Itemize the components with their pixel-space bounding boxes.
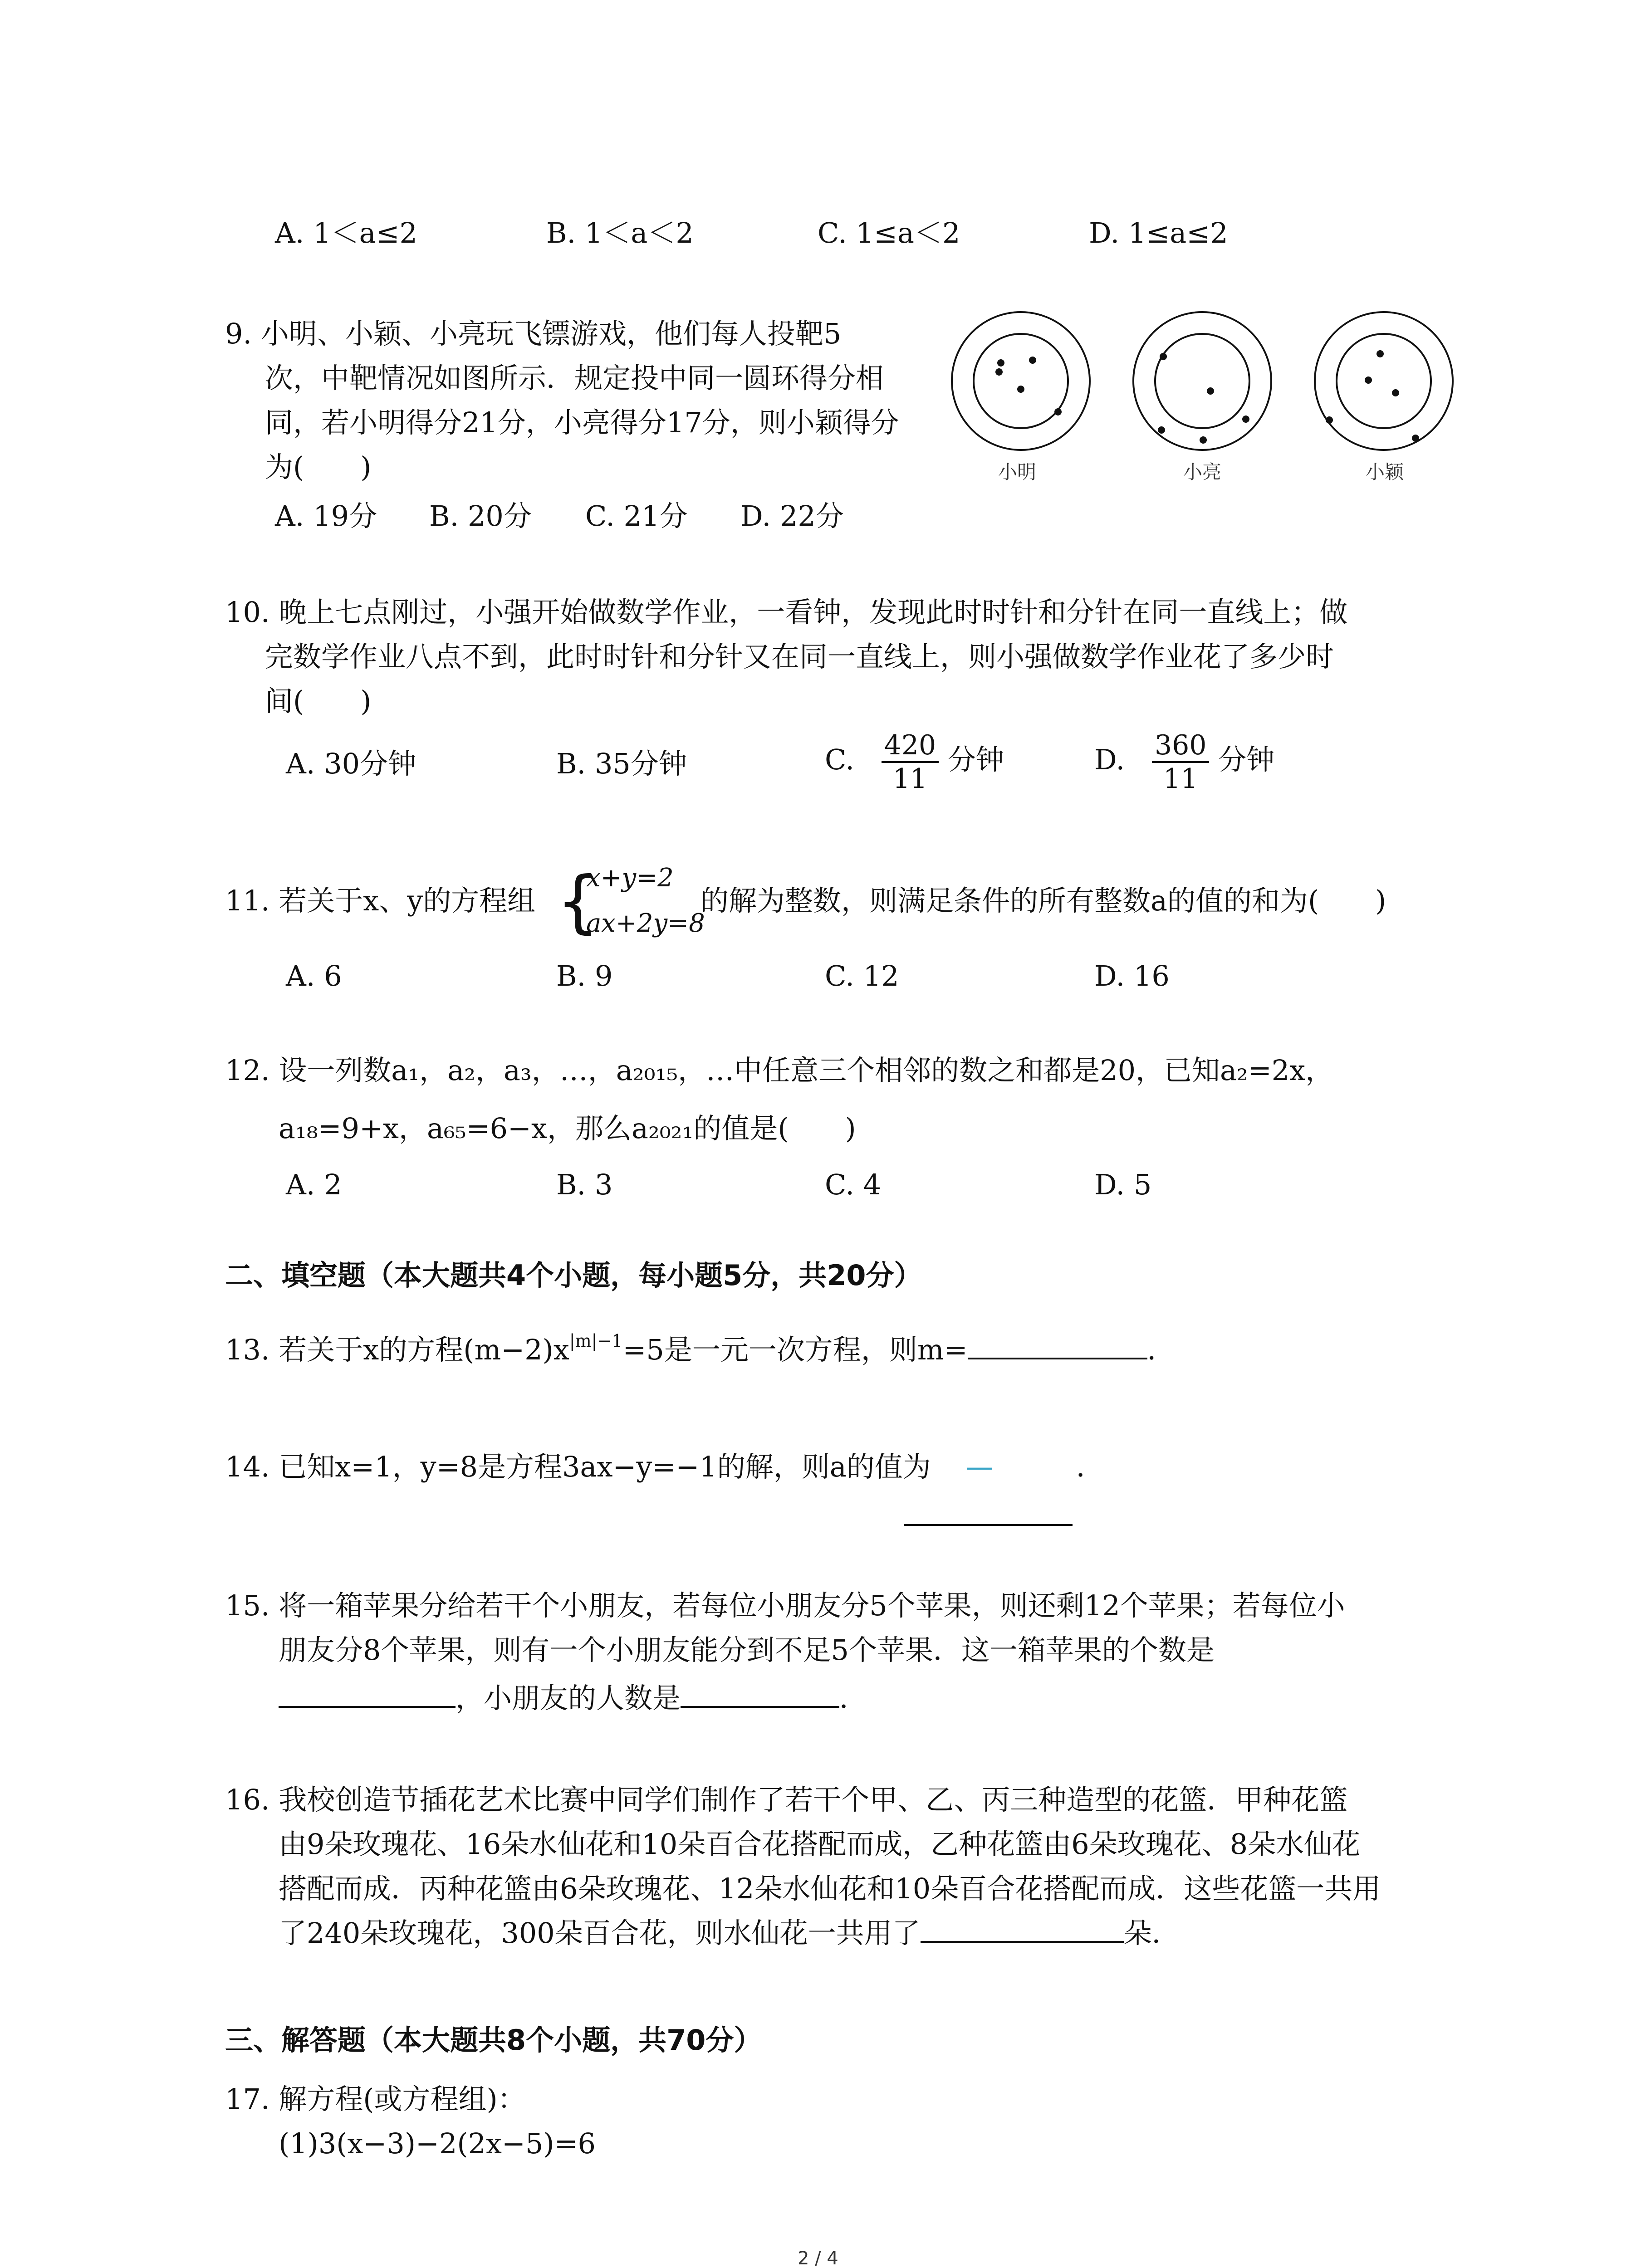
q14-end: ． xyxy=(1076,1450,1105,1483)
q10-option-d xyxy=(1094,729,1274,795)
q10-option-c-letter: C. xyxy=(825,743,854,777)
q16-line-1: 16. 我校创造节插花艺术比赛中同学们制作了若干个甲、乙、丙三种造型的花篮．甲种花篮 xyxy=(225,1783,1348,1816)
q10-line-1: 10. 晚上七点刚过，小强开始做数学作业，一看钟，发现此时时针和分针在同一直线上；做 xyxy=(225,596,1348,629)
q12-line-1: 12. 设一列数a₁，a₂，a₃，…，a₂₀₁₅，…中任意三个相邻的数之和都是20，已知a₂=2x， xyxy=(225,1054,1334,1087)
q11-option-d: D. 16 xyxy=(1094,959,1170,992)
q14-text: 14. 已知x=1，y=8是方程3ax−y=−1的解，则a的值为 xyxy=(225,1450,931,1483)
q15-line-3 xyxy=(279,1677,867,1720)
q12-option-b: B. 3 xyxy=(556,1168,613,1201)
q10-option-c-fraction xyxy=(882,729,939,795)
q12-option-a: A. 2 xyxy=(286,1168,342,1201)
q16-last-text: 了240朵玫瑰花，300朵百合花，则水仙花一共用了 xyxy=(279,1916,921,1950)
q9-option-d: D. 22分 xyxy=(740,499,844,533)
target-xiaoying xyxy=(1315,312,1453,450)
q14-answer-blank[interactable] xyxy=(904,1524,1073,1526)
page-number: 2 / 4 xyxy=(798,2248,838,2268)
q10-option-c-unit: 分钟 xyxy=(947,743,1004,777)
q9-option-c: C. 21分 xyxy=(585,499,688,533)
q8-option-b: B. 1＜a＜2 xyxy=(546,216,694,249)
q15-line-1: 15. 将一箱苹果分给若干个小朋友，若每位小朋友分5个苹果，则还剩12个苹果；若每位小 xyxy=(225,1589,1345,1622)
section-2-title: 二、填空题（本大题共4个小题，每小题5分，共20分） xyxy=(225,1259,922,1292)
q15-line-2: 朋友分8个苹果，则有一个小朋友能分到不足5个苹果．这一箱苹果的个数是 xyxy=(279,1633,1215,1667)
q14-line xyxy=(225,1445,931,1489)
q10-option-d-numerator: 360 xyxy=(1152,729,1210,763)
q11-suffix: 的解为整数，则满足条件的所有整数a的值的和为( ) xyxy=(700,884,1386,917)
q10-option-d-letter: D. xyxy=(1094,743,1125,777)
q10-option-c xyxy=(825,729,1004,795)
target-xiaoming xyxy=(952,312,1090,450)
q15-end: ． xyxy=(839,1681,868,1715)
q15-children-blank[interactable] xyxy=(681,1678,839,1708)
section-3-title: 三、解答题（本大题共8个小题，共70分） xyxy=(225,2024,762,2057)
q9-option-b: B. 20分 xyxy=(429,499,532,533)
q10-line-2: 完数学作业八点不到，此时时针和分针又在同一直线上，则小强做数学作业花了多少时 xyxy=(265,640,1334,673)
q16-line-3: 搭配而成．丙种花篮由6朵玫瑰花、12朵水仙花和10朵百合花搭配而成．这些花篮一共用 xyxy=(279,1872,1381,1905)
q12-option-d: D. 5 xyxy=(1094,1168,1152,1201)
q13-end: ． xyxy=(1147,1333,1176,1366)
target-label-xiaoliang: 小亮 xyxy=(1183,461,1222,483)
q16-end: 朵． xyxy=(1123,1916,1180,1950)
q10-option-b: B. 35分钟 xyxy=(556,747,687,780)
q10-option-d-fraction xyxy=(1152,729,1210,795)
q8-option-a: A. 1＜a≤2 xyxy=(275,216,417,249)
q9-line-2: 次，中靶情况如图所示．规定投中同一圆环得分相 xyxy=(265,362,884,395)
q11-brace: { xyxy=(556,862,600,941)
q10-option-c-numerator: 420 xyxy=(882,729,939,763)
q11-prefix: 11. 若关于x、y的方程组 xyxy=(225,884,536,917)
q10-option-a: A. 30分钟 xyxy=(286,747,416,780)
q10-option-d-unit: 分钟 xyxy=(1218,743,1275,777)
q11-eq-2: ax+2y=8 xyxy=(586,909,705,938)
q13-text-after: =5是一元一次方程，则m= xyxy=(622,1333,968,1366)
q17-line-1: 17. 解方程(或方程组)： xyxy=(225,2082,526,2116)
target-label-xiaoming: 小明 xyxy=(998,461,1037,483)
q11-eq-1: x+y=2 xyxy=(586,863,674,893)
q16-answer-blank[interactable] xyxy=(921,1913,1124,1943)
q12-option-c: C. 4 xyxy=(825,1168,882,1201)
q12-line-2: a₁₈=9+x，a₆₅=6−x，那么a₂₀₂₁的值是( ) xyxy=(279,1112,856,1145)
target-xiaoliang xyxy=(1133,312,1271,450)
q9-line-4: 为( ) xyxy=(265,450,372,484)
q14-fraction-mark: — xyxy=(965,1450,994,1483)
q13-answer-blank[interactable] xyxy=(968,1330,1147,1359)
q11-option-a: A. 6 xyxy=(286,959,342,992)
q9-line-3: 同，若小明得分21分，小亮得分17分，则小颖得分 xyxy=(265,406,899,439)
q16-line-2: 由9朵玫瑰花、16朵水仙花和10朵百合花搭配而成，乙种花篮由6朵玫瑰花、8朵水仙花 xyxy=(279,1828,1361,1861)
q11-option-c: C. 12 xyxy=(825,959,899,992)
q9-line-1: 9. 小明、小颖、小亮玩飞镖游戏，他们每人投靶5 xyxy=(225,317,842,350)
q15-apples-blank[interactable] xyxy=(279,1678,456,1708)
q9-option-a: A. 19分 xyxy=(275,499,377,533)
q17-line-2: (1)3(x−3)−2(2x−5)=6 xyxy=(279,2127,596,2160)
q11-option-b: B. 9 xyxy=(556,959,613,992)
target-label-xiaoying: 小颖 xyxy=(1366,461,1404,483)
q8-option-c: C. 1≤a＜2 xyxy=(818,216,960,249)
q8-option-d: D. 1≤a≤2 xyxy=(1089,216,1228,249)
q16-line-4 xyxy=(279,1911,1180,1955)
q13-line xyxy=(225,1319,1176,1372)
q10-option-c-denominator: 11 xyxy=(892,763,928,795)
q13-text: 13. 若关于x的方程(m−2)x xyxy=(225,1333,569,1366)
q10-option-d-denominator: 11 xyxy=(1163,763,1198,795)
q15-mid-text: ，小朋友的人数是 xyxy=(456,1681,681,1715)
q13-exponent: |m|−1 xyxy=(569,1331,623,1351)
q10-line-3: 间( ) xyxy=(265,684,372,718)
